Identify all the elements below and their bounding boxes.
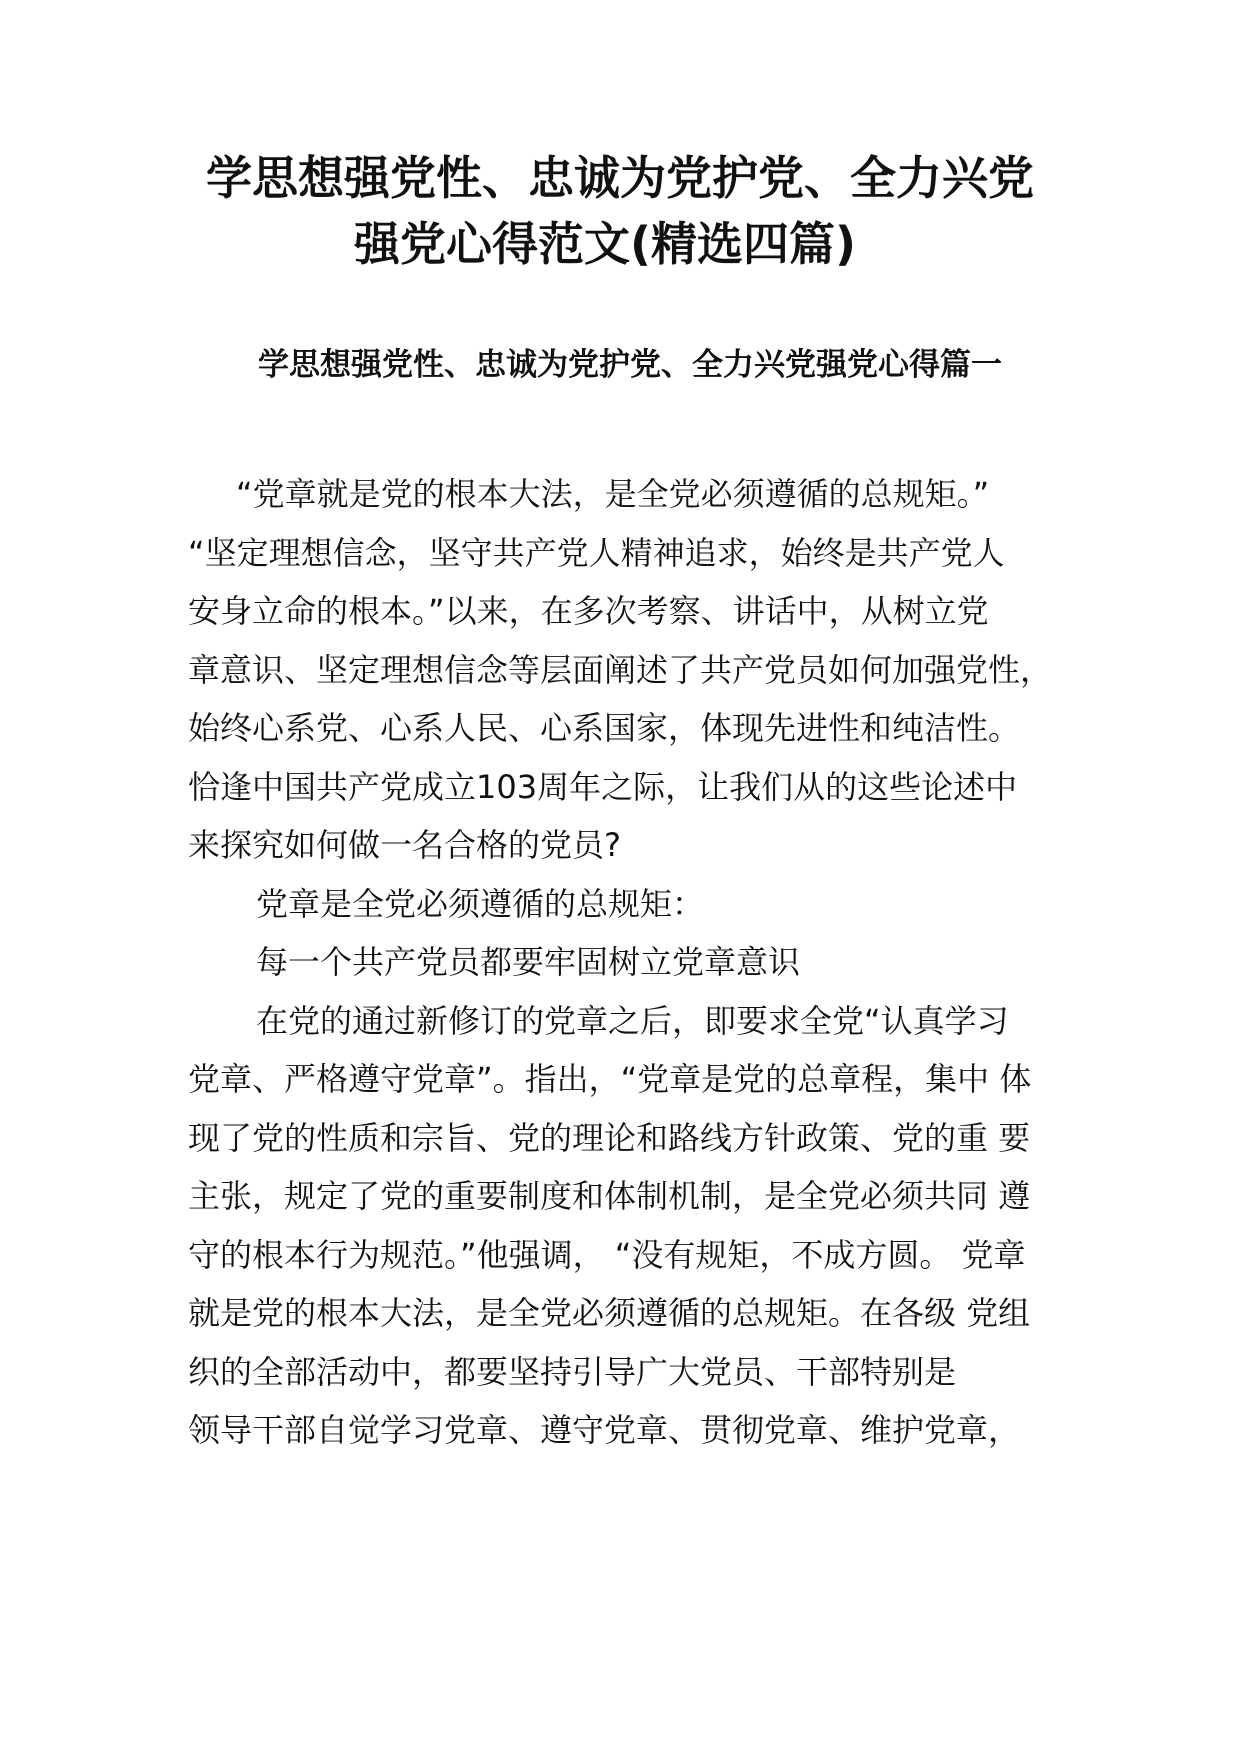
paragraph-4 (188, 992, 1088, 1460)
paragraph-1-line: “党章就是党的根本大法，是全党必须遵循的总规矩。” (236, 475, 990, 513)
paragraph-1-line: 来探究如何做一名合格的党员? (188, 826, 621, 864)
paragraph-1 (188, 465, 1088, 875)
paragraph-4-line: 现了党的性质和宗旨、党的理论和路线方针政策、党的重 要 (188, 1118, 1031, 1157)
paragraph-4-line: 主张，规定了党的重要制度和体制机制，是全党必须共同 遵 (188, 1177, 1031, 1215)
paragraph-1-line: 恰逢中国共产党成立103周年之际，让我们从的这些论述中 (188, 767, 1018, 806)
paragraph-4-line: 在党的通过新修订的党章之后，即要求全党“认真学习 (256, 1001, 1009, 1040)
paragraph-4-line: 守的根本行为规范。”他强调， “没有规矩，不成方圆。 党章 (188, 1235, 1026, 1274)
paragraph-4-line: 织的全部活动中，都要坚持引导广大党员、干部特别是 (188, 1352, 957, 1391)
paragraph-4-line: 党章、严格遵守党章”。指出，“党章是党的总章程，集中 体 (188, 1060, 1032, 1098)
paragraph-2-line: 党章是全党必须遵循的总规矩： (256, 884, 705, 923)
paragraph-4-line: 领导干部自觉学习党章、遵守党章、贯彻党章、维护党章， (188, 1411, 1021, 1449)
paragraph-2 (188, 875, 1088, 934)
title-line-1: 学思想强党性、忠诚为党护党、全力兴党 (206, 151, 1034, 205)
paragraph-1-line: 安身立命的根本。”以来，在多次考察、讲话中，从树立党 (188, 592, 989, 630)
paragraph-4-line: 就是党的根本大法，是全党必须遵循的总规矩。在各级 党组 (188, 1294, 1031, 1332)
paragraph-1-line: 章意识、坚定理想信念等层面阐述了共产党员如何加强党性， (188, 650, 1053, 689)
document-body (188, 465, 1088, 1460)
document-title (0, 145, 1240, 277)
paragraph-1-line: “坚定理想信念，坚守共产党人精神追求，始终是共产党人 (188, 533, 1005, 572)
section-heading: 学思想强党性、忠诚为党护党、全力兴党强党心得篇一 (258, 347, 1002, 383)
title-line-2: 强党心得范文(精选四篇) (353, 217, 857, 271)
paragraph-3 (188, 933, 1088, 992)
paragraph-3-line: 每一个共产党员都要牢固树立党章意识 (256, 943, 801, 981)
paragraph-1-line: 始终心系党、心系人民、心系国家，体现先进性和纯洁性。 (188, 709, 1021, 747)
